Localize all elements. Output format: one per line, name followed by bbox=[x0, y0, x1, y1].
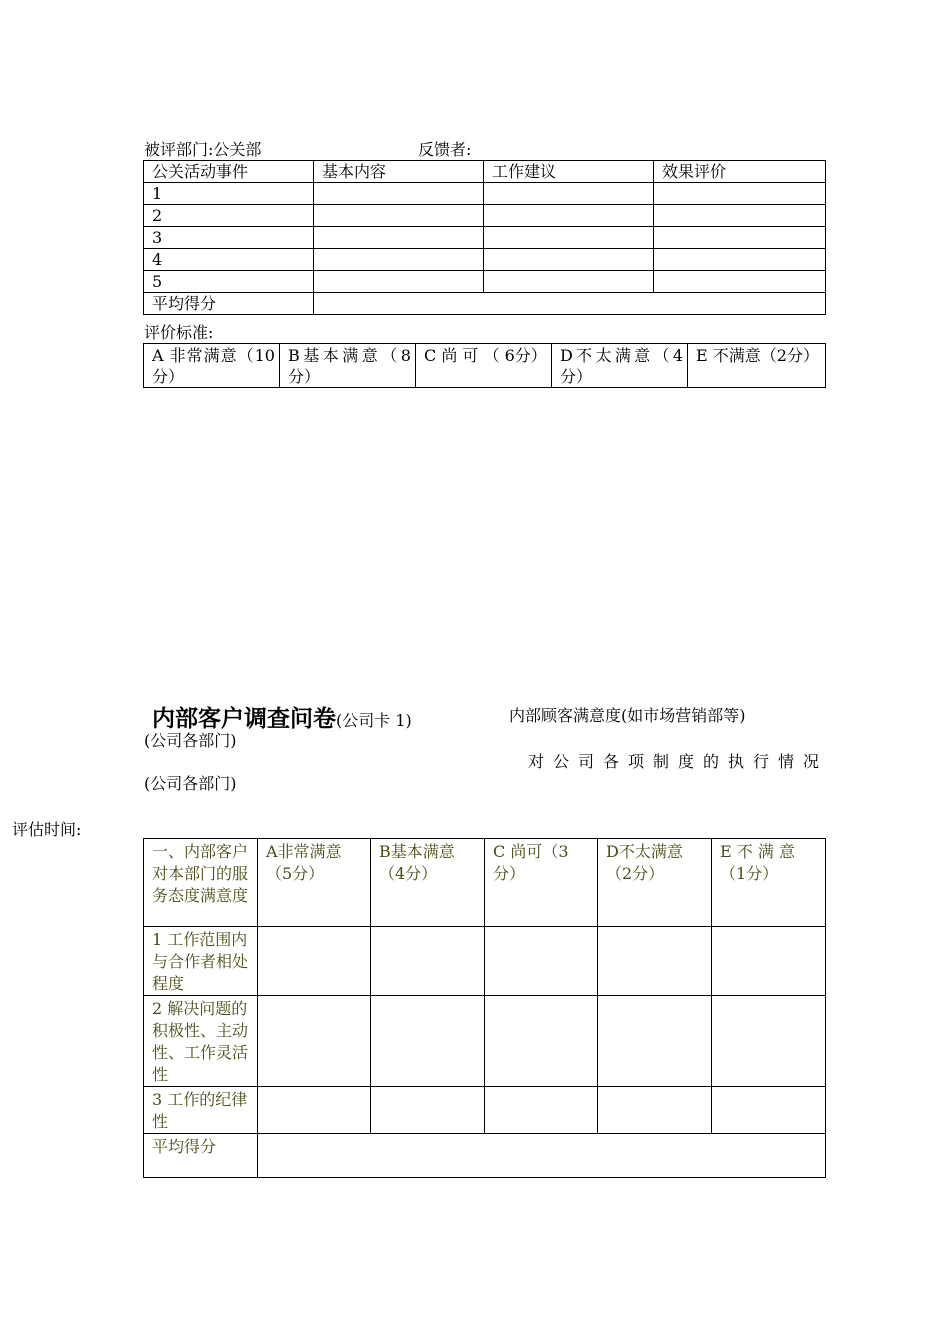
table-cell[interactable] bbox=[484, 205, 654, 227]
average-row bbox=[144, 293, 826, 315]
table-row bbox=[144, 205, 826, 227]
table-row bbox=[144, 271, 826, 293]
table-row bbox=[144, 183, 826, 205]
criteria-e: E 不满意（2分） bbox=[688, 344, 826, 388]
evaluated-dept-label: 被评部门:公关部 bbox=[144, 140, 262, 159]
rating-cell[interactable] bbox=[258, 996, 371, 1087]
rating-cell[interactable] bbox=[712, 1087, 826, 1134]
table-cell[interactable] bbox=[654, 183, 826, 205]
table-cell[interactable] bbox=[654, 205, 826, 227]
option-c: C 尚可（3分） bbox=[485, 839, 598, 927]
row-number: 2 bbox=[144, 205, 314, 227]
rating-cell[interactable] bbox=[371, 927, 485, 996]
criteria-b: B基本满意（8分） bbox=[280, 344, 416, 388]
survey-title-line bbox=[152, 700, 412, 733]
survey-item: 2 解决问题的积极性、主动性、工作灵活性 bbox=[144, 996, 258, 1087]
row-number: 1 bbox=[144, 183, 314, 205]
rating-cell[interactable] bbox=[258, 927, 371, 996]
table-header-row bbox=[144, 161, 826, 183]
option-a: A非常满意（5分） bbox=[258, 839, 371, 927]
row-number: 4 bbox=[144, 249, 314, 271]
survey-title: 内部客户调查问卷 bbox=[152, 706, 336, 732]
table-cell[interactable] bbox=[484, 227, 654, 249]
table-cell[interactable] bbox=[314, 271, 484, 293]
rating-cell[interactable] bbox=[258, 1087, 371, 1134]
company-card: (公司卡 1) bbox=[336, 711, 412, 730]
survey-item: 3 工作的纪律性 bbox=[144, 1087, 258, 1134]
survey-item: 1 工作范围内与合作者相处程度 bbox=[144, 927, 258, 996]
option-e: E 不 满 意（1分） bbox=[712, 839, 826, 927]
criteria-label: 评价标准: bbox=[144, 323, 214, 342]
evaluation-time-label: 评估时间: bbox=[12, 820, 82, 839]
option-d: D不太满意（2分） bbox=[598, 839, 712, 927]
row-number: 3 bbox=[144, 227, 314, 249]
header-cell: 公关活动事件 bbox=[144, 161, 314, 183]
table-row bbox=[144, 996, 826, 1087]
table-row bbox=[144, 1087, 826, 1134]
rating-cell[interactable] bbox=[598, 996, 712, 1087]
table-cell[interactable] bbox=[314, 227, 484, 249]
table-cell[interactable] bbox=[484, 249, 654, 271]
survey-table bbox=[143, 838, 826, 1178]
criteria-c: C 尚 可 （ 6分） bbox=[416, 344, 552, 388]
criteria-table bbox=[143, 343, 826, 388]
rating-cell[interactable] bbox=[485, 927, 598, 996]
pr-activity-table bbox=[143, 160, 826, 315]
rating-cell[interactable] bbox=[485, 1087, 598, 1134]
table-row bbox=[144, 227, 826, 249]
table-row bbox=[144, 927, 826, 996]
rating-cell[interactable] bbox=[712, 996, 826, 1087]
rating-cell[interactable] bbox=[598, 927, 712, 996]
table-cell[interactable] bbox=[314, 249, 484, 271]
average-value-cell[interactable] bbox=[314, 293, 826, 315]
average-row bbox=[144, 1134, 826, 1178]
survey-header-row bbox=[144, 839, 826, 927]
row-number: 5 bbox=[144, 271, 314, 293]
criteria-row bbox=[144, 344, 826, 388]
table-cell[interactable] bbox=[484, 183, 654, 205]
table-cell[interactable] bbox=[314, 183, 484, 205]
feedback-label: 反馈者: bbox=[418, 140, 472, 159]
table-cell[interactable] bbox=[654, 227, 826, 249]
question-header: 一、内部客户对本部门的服务态度满意度 bbox=[144, 839, 258, 927]
rating-cell[interactable] bbox=[598, 1087, 712, 1134]
option-b: B基本满意（4分） bbox=[371, 839, 485, 927]
rating-cell[interactable] bbox=[485, 996, 598, 1087]
criteria-d: D不太满意（4分） bbox=[552, 344, 688, 388]
policy-execution-title: 对公司各项制度的执行情况 bbox=[528, 752, 829, 771]
rating-cell[interactable] bbox=[371, 996, 485, 1087]
header-cell: 效果评价 bbox=[654, 161, 826, 183]
table-cell[interactable] bbox=[484, 271, 654, 293]
header-cell: 工作建议 bbox=[484, 161, 654, 183]
table-cell[interactable] bbox=[654, 271, 826, 293]
average-label: 平均得分 bbox=[144, 1134, 258, 1178]
rating-cell[interactable] bbox=[371, 1087, 485, 1134]
criteria-a: A 非常满意（10分） bbox=[144, 344, 280, 388]
average-label: 平均得分 bbox=[144, 293, 314, 315]
dept-note-1: (公司各部门) bbox=[144, 731, 237, 750]
rating-cell[interactable] bbox=[712, 927, 826, 996]
internal-satisfaction-title: 内部顾客满意度(如市场营销部等) bbox=[509, 706, 746, 725]
table-row bbox=[144, 249, 826, 271]
dept-note-2: (公司各部门) bbox=[144, 774, 237, 793]
average-value-cell[interactable] bbox=[258, 1134, 826, 1178]
header-cell: 基本内容 bbox=[314, 161, 484, 183]
table-cell[interactable] bbox=[654, 249, 826, 271]
table-cell[interactable] bbox=[314, 205, 484, 227]
